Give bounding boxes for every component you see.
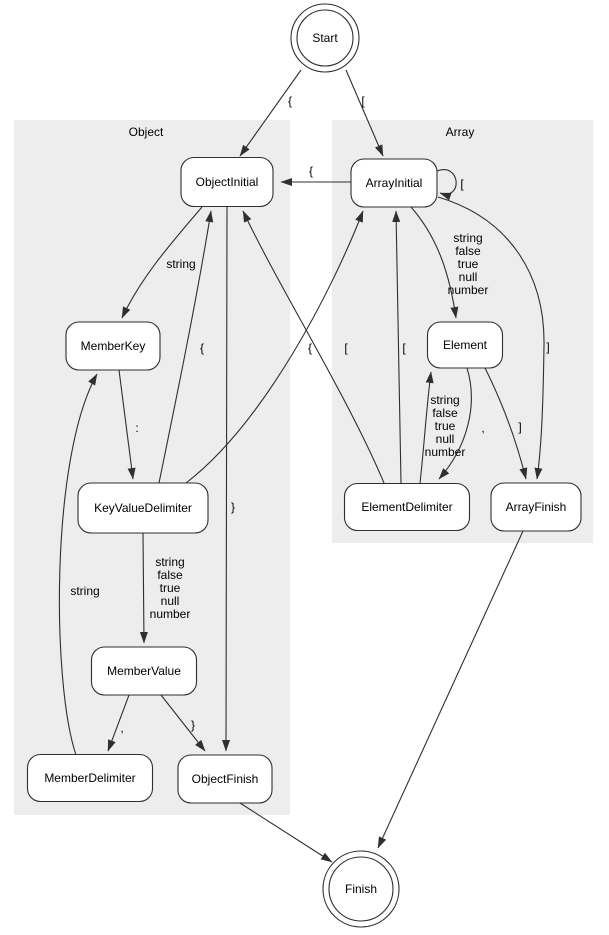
edge-label-line: true <box>457 257 479 271</box>
node-memberkey-label: MemberKey <box>80 339 146 353</box>
edge-arrayinitial-to-objectinitial-label <box>309 164 313 178</box>
edge-label-line: [ <box>460 177 464 191</box>
node-element-label: Element <box>442 338 488 352</box>
edge-label-line: string <box>430 393 460 407</box>
edge-label-line: string <box>166 257 196 271</box>
cluster-object-label: Object <box>128 125 164 139</box>
edge-label-line: , <box>481 421 485 435</box>
node-element <box>428 322 503 368</box>
cluster-layer <box>14 120 593 815</box>
node-elementdelimiter <box>345 484 470 531</box>
node-elementdelimiter-label: ElementDelimiter <box>361 500 453 514</box>
edge-label-line: } <box>190 718 196 732</box>
edge-label-line: { <box>308 164 314 178</box>
node-keyvaluedelimiter-label: KeyValueDelimiter <box>94 501 192 515</box>
edge-element-to-elementdelimiter-label <box>481 421 484 435</box>
edge-label-line: { <box>199 341 205 355</box>
edge-membervalue-to-objectfinish-label <box>191 718 195 732</box>
edge-membervalue-to-memberdelimiter-label <box>120 721 123 735</box>
node-objectfinish <box>178 755 272 803</box>
edge-arrayinitial-to-arrayfinish-label <box>546 340 549 354</box>
node-memberdelimiter-label: MemberDelimiter <box>44 771 136 785</box>
edge-memberdelimiter-to-memberkey-label <box>70 584 99 598</box>
node-keyvaluedelimiter <box>78 483 208 533</box>
edge-label-line: { <box>307 341 313 355</box>
edge-label-line: : <box>135 421 139 435</box>
edge-label-line: null <box>435 432 455 446</box>
node-arrayfinish <box>491 483 581 531</box>
edge-label-line: null <box>458 270 478 284</box>
edge-label-line: [ <box>344 341 348 355</box>
edge-label-line: string <box>155 555 185 569</box>
edge-arrayfinish-to-finish-line <box>378 531 523 848</box>
edge-label-line: true <box>159 581 181 595</box>
edge-label-line: false <box>455 244 481 258</box>
edge-start-to-arrayinitial-label <box>361 94 365 108</box>
node-memberdelimiter <box>28 755 153 802</box>
edge-label-line: { <box>287 94 293 108</box>
edge-label-line: , <box>120 721 124 735</box>
node-finish <box>323 851 399 927</box>
edge-arrayfinish-to-finish <box>378 531 523 848</box>
edge-objectinitial-to-objectfinish-label <box>231 500 235 514</box>
cluster-array-label: Array <box>445 125 475 139</box>
edge-label-line: false <box>432 406 458 420</box>
cluster-object <box>14 120 290 815</box>
cluster-object-background <box>14 120 290 815</box>
edge-label-line: [ <box>361 94 365 108</box>
edge-keyvaluedelimiter-to-objectinitial-label <box>200 341 204 355</box>
node-objectinitial <box>181 158 273 207</box>
node-start-label: Start <box>312 31 338 45</box>
edge-label-line: number <box>424 445 466 459</box>
node-start <box>291 4 359 72</box>
edge-label-line: [ <box>402 341 406 355</box>
edge-label-line: null <box>160 594 180 608</box>
edge-label-line: number <box>149 607 191 621</box>
edge-label-line: ] <box>546 340 550 354</box>
edge-memberkey-to-keyvaluedelimiter-label <box>135 421 138 435</box>
edge-label-line: ] <box>518 420 522 434</box>
node-arrayinitial <box>351 159 437 207</box>
edge-label-line: string <box>453 231 483 245</box>
edge-start-to-objectinitial-label <box>288 94 292 108</box>
node-membervalue-label: MemberValue <box>107 664 181 678</box>
node-finish-label: Finish <box>344 882 378 896</box>
node-membervalue <box>92 647 197 695</box>
edge-label-line: } <box>230 500 236 514</box>
edge-label-line: number <box>447 283 489 297</box>
edge-label-line: string <box>70 584 100 598</box>
node-objectfinish-label: ObjectFinish <box>191 772 259 786</box>
edge-label-line: true <box>434 419 456 433</box>
node-arrayinitial-label: ArrayInitial <box>365 176 423 190</box>
node-arrayfinish-label: ArrayFinish <box>505 500 567 514</box>
edge-elementdelimiter-to-objectinitial-label <box>308 341 312 355</box>
edge-label-line: false <box>157 568 183 582</box>
edge-element-to-arrayfinish-label <box>518 420 521 434</box>
edge-objectinitial-to-memberkey-label <box>166 257 195 271</box>
node-memberkey <box>66 322 160 370</box>
node-objectinitial-label: ObjectInitial <box>195 175 259 189</box>
